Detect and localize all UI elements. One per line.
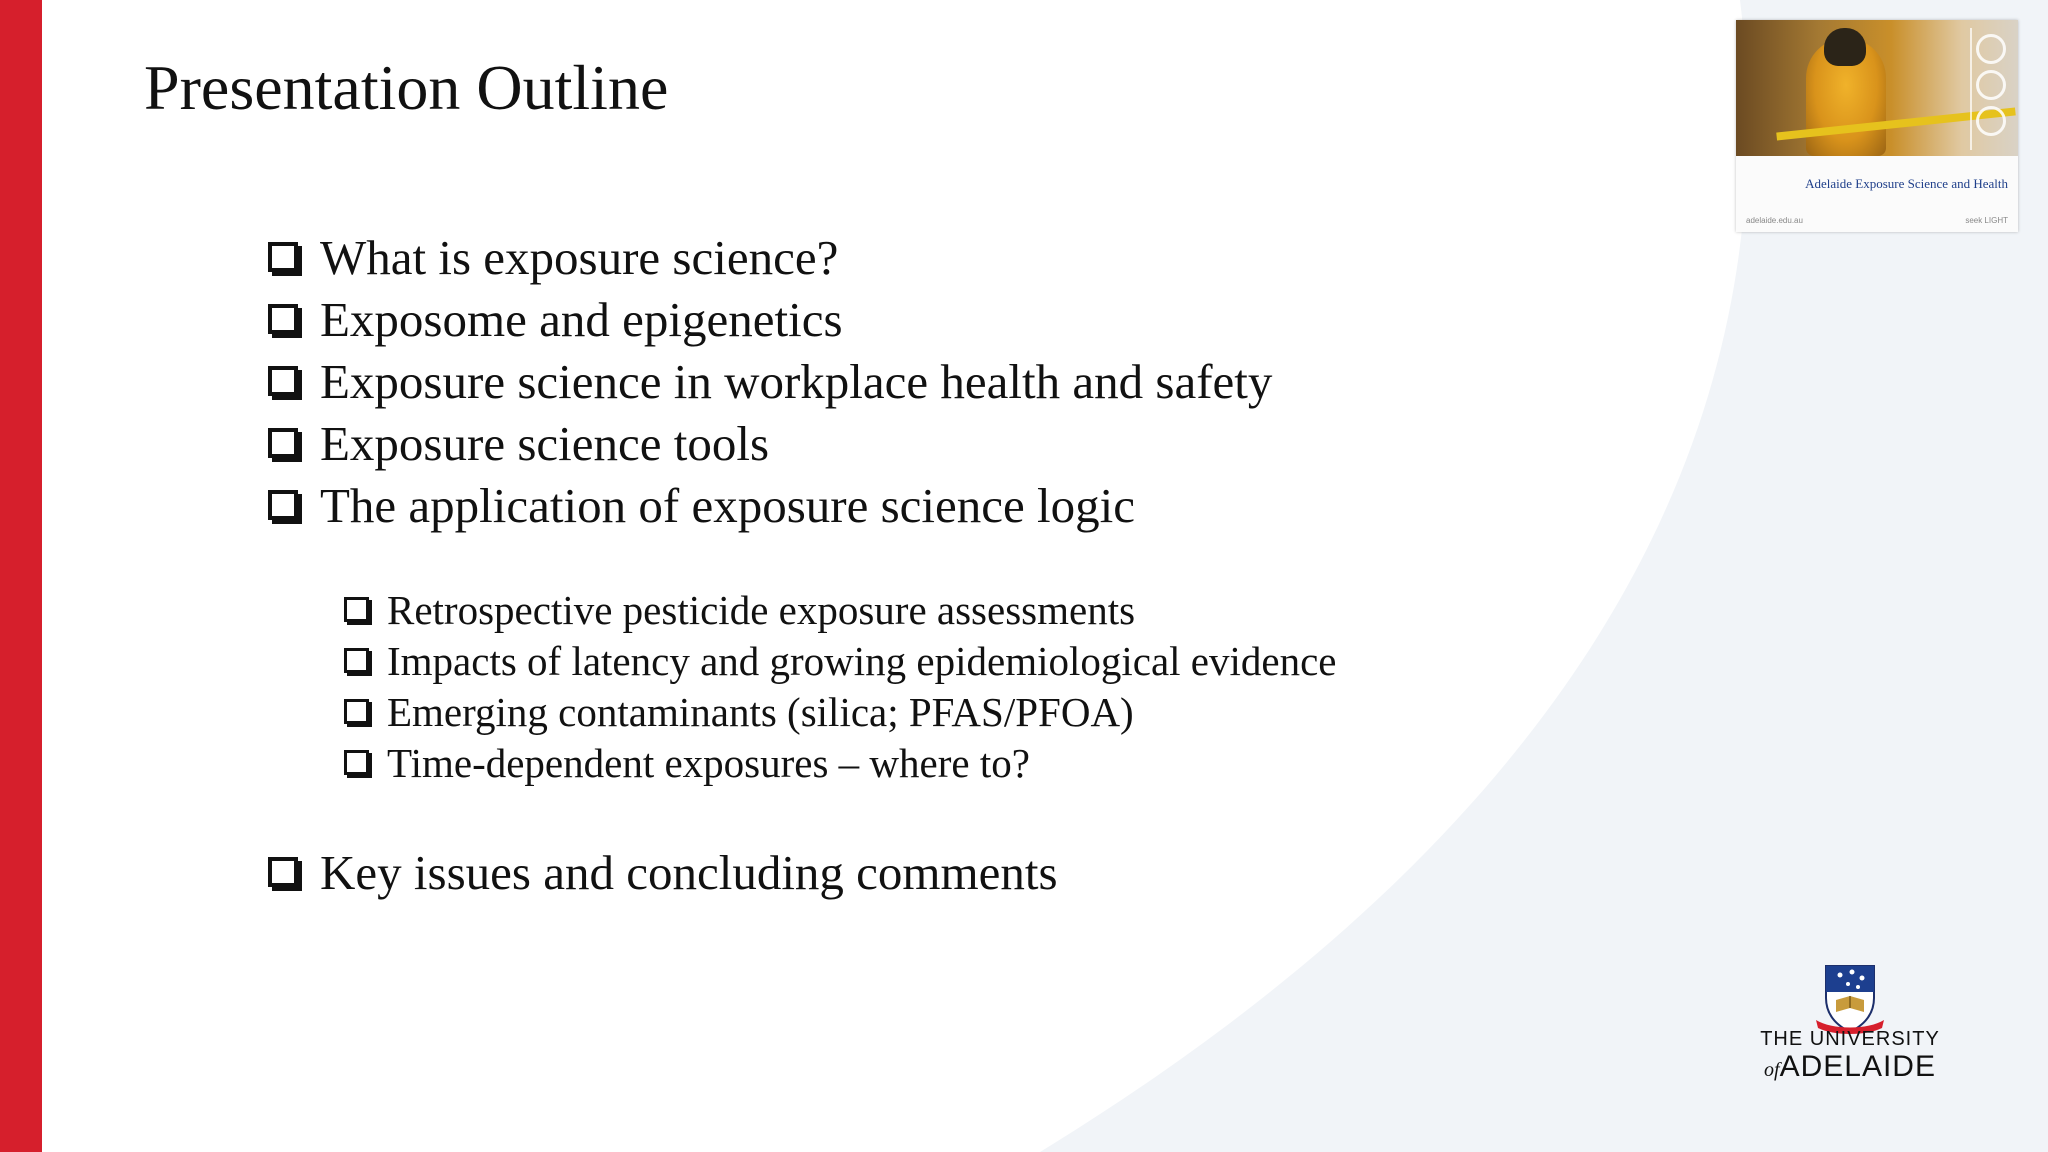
bullet-text: Exposure science in workplace health and safety [320, 353, 1273, 409]
thumbnail-url: adelaide.edu.au [1746, 216, 1803, 225]
sub-bullet-text: Emerging contaminants (silica; PFAS/PFOA) [387, 688, 1134, 735]
bullet-item [268, 412, 1272, 474]
sub-bullet-list [344, 584, 1337, 788]
bullet-item [268, 288, 1272, 350]
logo-text-adelaide: ADELAIDE [1779, 1050, 1936, 1083]
checkbox-bullet-icon [268, 857, 298, 887]
checkbox-bullet-icon [344, 597, 369, 622]
bullet-item [268, 350, 1272, 412]
logo-text-line2 [1740, 1050, 1960, 1084]
bullet-text: What is exposure science? [320, 229, 839, 285]
final-bullet-list [268, 841, 1058, 903]
logo-text-line1: THE UNIVERSITY [1760, 1028, 1940, 1050]
thumbnail-tagline: seek LIGHT [1965, 216, 2008, 225]
checkbox-bullet-icon [268, 490, 298, 520]
checkbox-bullet-icon [344, 750, 369, 775]
checkbox-bullet-icon [344, 699, 369, 724]
bullet-text: Exposure science tools [320, 415, 770, 471]
checkbox-bullet-icon [268, 304, 298, 334]
university-logo [1740, 962, 1960, 1092]
sub-bullet-item [344, 635, 1337, 686]
checkbox-bullet-icon [268, 242, 298, 272]
sub-bullet-item [344, 737, 1337, 788]
checkbox-bullet-icon [344, 648, 369, 673]
checkbox-bullet-icon [268, 428, 298, 458]
decorative-rings-icon [1970, 28, 2012, 150]
thumbnail-photo [1736, 20, 2018, 156]
sub-bullet-text: Time-dependent exposures – where to? [387, 739, 1030, 786]
bullet-item [268, 841, 1058, 903]
checkbox-bullet-icon [268, 366, 298, 396]
bullet-text: The application of exposure science logic [320, 477, 1135, 533]
bullet-text: Key issues and concluding comments [320, 844, 1058, 900]
university-crest-icon [1812, 962, 1888, 1038]
sub-bullet-item [344, 686, 1337, 737]
slide-title: Presentation Outline [144, 52, 669, 123]
helmet-image [1824, 28, 1866, 66]
sub-bullet-text: Retrospective pesticide exposure assessments [387, 586, 1136, 633]
sub-bullet-text: Impacts of latency and growing epidemiological evidence [387, 637, 1337, 684]
main-bullet-list [268, 226, 1272, 536]
bullet-item [268, 474, 1272, 536]
bullet-item [268, 226, 1272, 288]
video-thumbnail [1736, 20, 2018, 232]
logo-text-of: of [1764, 1059, 1780, 1081]
thumbnail-caption: Adelaide Exposure Science and Health [1805, 176, 2008, 191]
bullet-text: Exposome and epigenetics [320, 291, 843, 347]
accent-bar [0, 0, 42, 1152]
sub-bullet-item [344, 584, 1337, 635]
